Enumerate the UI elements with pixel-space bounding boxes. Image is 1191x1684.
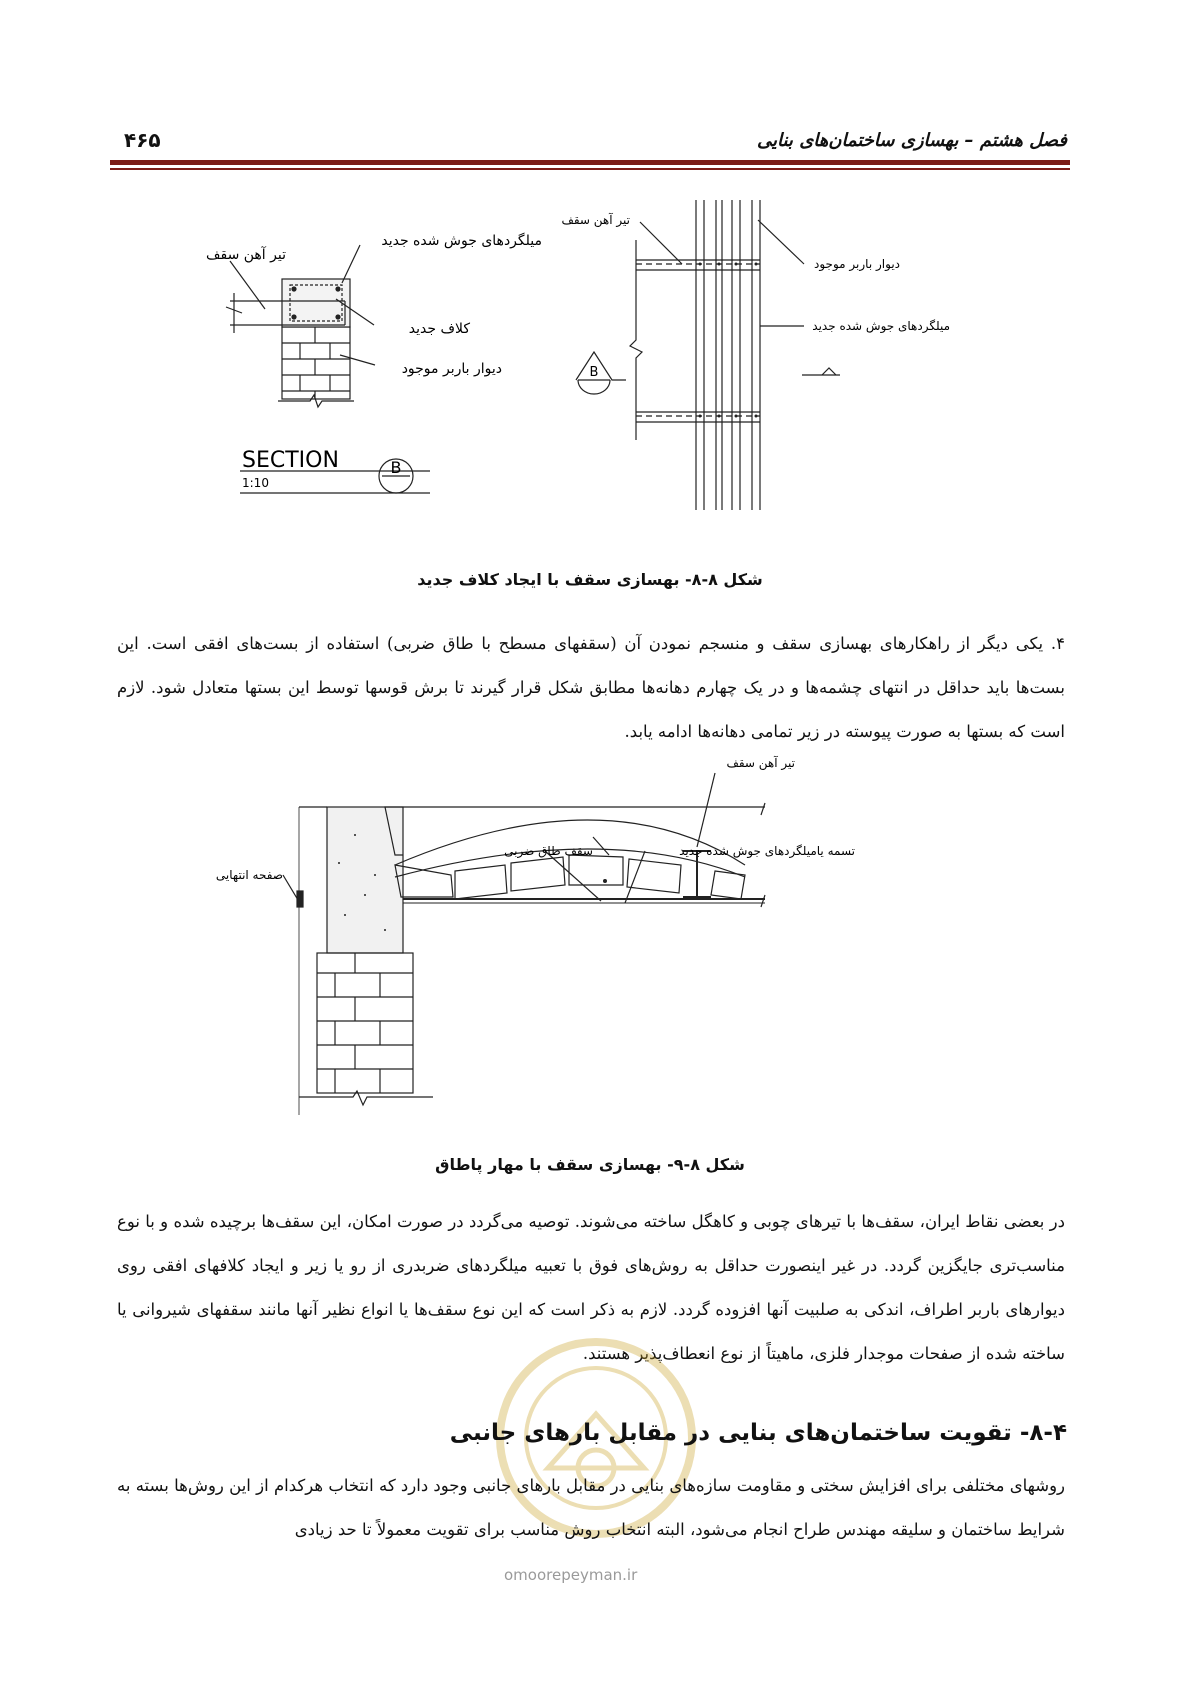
section-scale: 1:10 [242, 476, 269, 490]
new-tie-beam-shape [282, 279, 350, 327]
section-title: SECTION [242, 448, 339, 473]
section-heading: ۸-۴- تقویت ساختمان‌های بنایی در مقابل بارهای جانبی [449, 1420, 1067, 1446]
section-letter: B [390, 458, 402, 477]
existing-wall-shape [282, 327, 350, 399]
chapter-title: فصل هشتم – بهسازی ساختمان‌های بنایی [756, 130, 1067, 151]
figure-8-8-caption: شکل ۸-۸- بهسازی سقف با ایجاد کلاف جدید [417, 570, 763, 589]
watermark-text: omoorepeyman.ir [504, 1566, 638, 1584]
paragraph-2: در بعضی نقاط ایران، سقف‌ها با تیرهای چوبی و کاهگل ساخته می‌شوند. توصیه می‌گردد در صورت امکان، این سقف‌ها برچیده شده و با نوع مناسب‌تری جایگزین گردد. در غیر اینصورت حداقل به روش‌های فوق با تعبیه میلگردهای ضربدری از رو یا زیر و ایجاد کلافهای افقی روی دیوارهای باربر اطراف، اندکی به صلبیت آنها افزوده گردد. لازم به ذکر است که این نوع سقف‌ها یا انواع نظیر آنها مانند سقفهای شیروانی یا ساخته شده از صفحات موجدار فلزی، ماهیتاً از نوع انعطاف‌پذیر هستند. [117, 1212, 1066, 1363]
label-existing-wall: دیوار باربر موجود [401, 361, 502, 377]
fig9-label-strap: تسمه یامیلگردهای جوش شده جدید [679, 844, 855, 858]
fig9-label-roof-beam: تیر آهن سقف [726, 756, 795, 770]
label-roof-beam: تیر آهن سقف [206, 247, 286, 263]
plan-section-mark: B [589, 365, 599, 380]
fig9-label-end-plate: صفحه انتهایی [215, 868, 283, 882]
figure-8-9-caption: شکل ۸-۹- بهسازی سقف با مهار پاطاق [435, 1155, 745, 1174]
paragraph-1: ۴. یکی دیگر از راهکارهای بهسازی سقف و منسجم نمودن آن (سقفهای مسطح با طاق ضربی) استفاده از بست‌های افقی است. این بست‌ها باید حداقل در انتهای چشمه‌ها و در یک چهارم دهانه‌ها مطابق شکل قرار گیرند تا برش قوسها توسط این بستها متعادل شود. لازم است که بستها به صورت پیوسته در زیر تمامی دهانه‌ها ادامه یابد. [117, 634, 1065, 741]
figure-8-8-section-drawing [130, 205, 560, 525]
fig9-label-jack-arch: سقف طاق ضربی [504, 844, 593, 858]
header-rule-thick [110, 160, 1070, 165]
figure-8-9-drawing [205, 756, 965, 1115]
page-number: ۴۶۵ [124, 128, 161, 152]
paragraph-3: روشهای مختلفی برای افزایش سختی و مقاومت سازه‌های بنایی در مقابل بارهای جانبی وجود دارد که انتخاب هرکدام از این روش‌ها بسته به شرایط ساختمان و سلیقه مهندس طراح انجام می‌شود، البته انتخاب روش مناسب برای تقویت معمولاً تا حد زیادی [117, 1476, 1065, 1539]
label-new-tie: کلاف جدید [408, 321, 470, 337]
plan-label-roof-beam: تیر آهن سقف [561, 213, 630, 227]
figure-8-8-plan-drawing [561, 200, 1040, 520]
header-rule-thin [110, 168, 1070, 170]
label-welded-mesh: میلگردهای جوش شده جدید [381, 233, 542, 249]
plan-label-welded-mesh: میلگردهای جوش شده جدید [812, 319, 950, 333]
plan-label-existing-wall: دیوار باربر موجود [814, 257, 900, 271]
